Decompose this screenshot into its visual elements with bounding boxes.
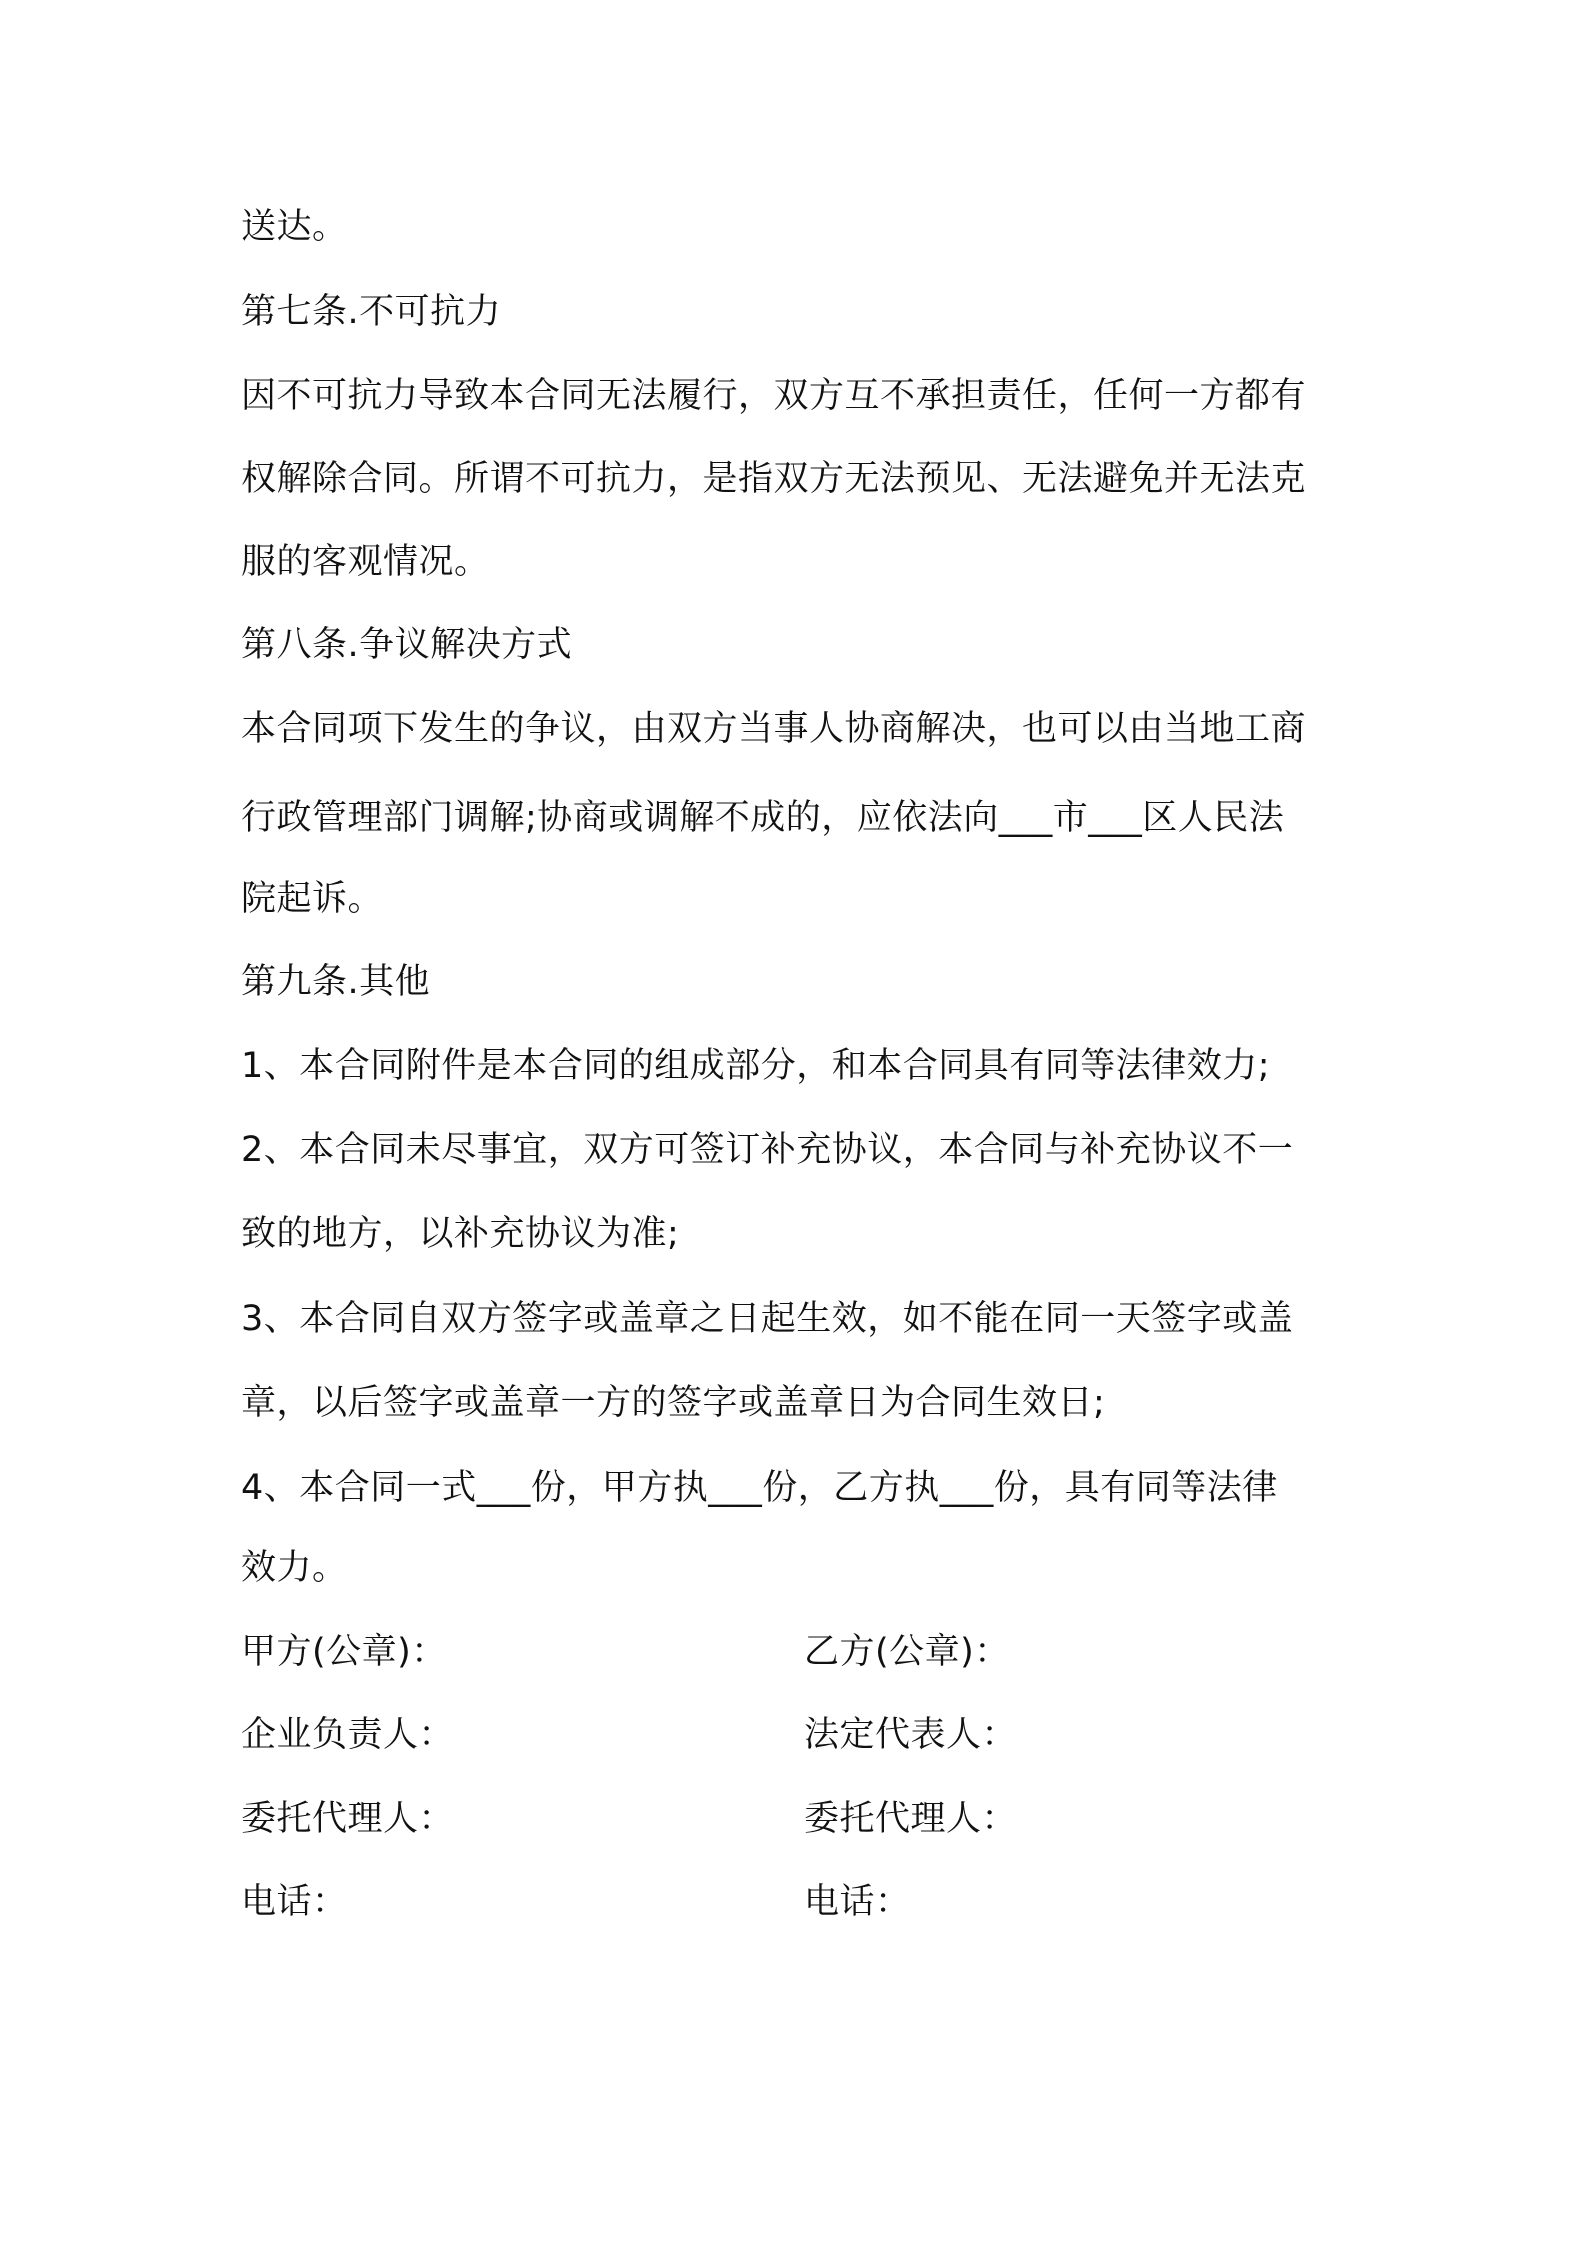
article-8-heading: 第八条.争议解决方式 (241, 625, 573, 665)
article-9-heading: 第九条.其他 (241, 962, 431, 1002)
list-item: 4、本合同一式___份，甲方执___份，乙方执___份，具有同等法律 (241, 1468, 1278, 1508)
list-item: 1、本合同附件是本合同的组成部分，和本合同具有同等法律效力; (241, 1046, 1271, 1086)
list-item: 3、本合同自双方签字或盖章之日起生效，如不能在同一天签字或盖 (241, 1299, 1294, 1339)
text-line: 效力。 (241, 1548, 348, 1588)
party-b-legal-rep-label: 法定代表人： (804, 1715, 1018, 1755)
party-b-agent-label: 委托代理人： (804, 1799, 1018, 1839)
party-a-person-in-charge-label: 企业负责人： (241, 1715, 455, 1755)
text-line: 送达。 (241, 207, 348, 247)
article-7-heading: 第七条.不可抗力 (241, 292, 502, 332)
text-line: 权解除合同。所谓不可抗力，是指双方无法预见、无法避免并无法克 (241, 459, 1307, 499)
text-line: 章，以后签字或盖章一方的签字或盖章日为合同生效日; (241, 1383, 1106, 1423)
text-line: 服的客观情况。 (241, 542, 490, 582)
party-b-phone-label: 电话： (804, 1882, 911, 1922)
party-a-phone-label: 电话： (241, 1882, 348, 1922)
party-b-seal-label: 乙方(公章)： (804, 1632, 1010, 1672)
list-item: 2、本合同未尽事宜，双方可签订补充协议，本合同与补充协议不一 (241, 1130, 1294, 1170)
party-a-agent-label: 委托代理人： (241, 1799, 455, 1839)
party-a-seal-label: 甲方(公章)： (241, 1632, 447, 1672)
text-line: 本合同项下发生的争议，由双方当事人协商解决，也可以由当地工商 (241, 709, 1307, 749)
text-line: 行政管理部门调解;协商或调解不成的，应依法向___市___区人民法 (241, 798, 1285, 838)
text-line: 因不可抗力导致本合同无法履行，双方互不承担责任，任何一方都有 (241, 376, 1307, 416)
text-line: 院起诉。 (241, 879, 384, 919)
text-line: 致的地方，以补充协议为准; (241, 1214, 680, 1254)
